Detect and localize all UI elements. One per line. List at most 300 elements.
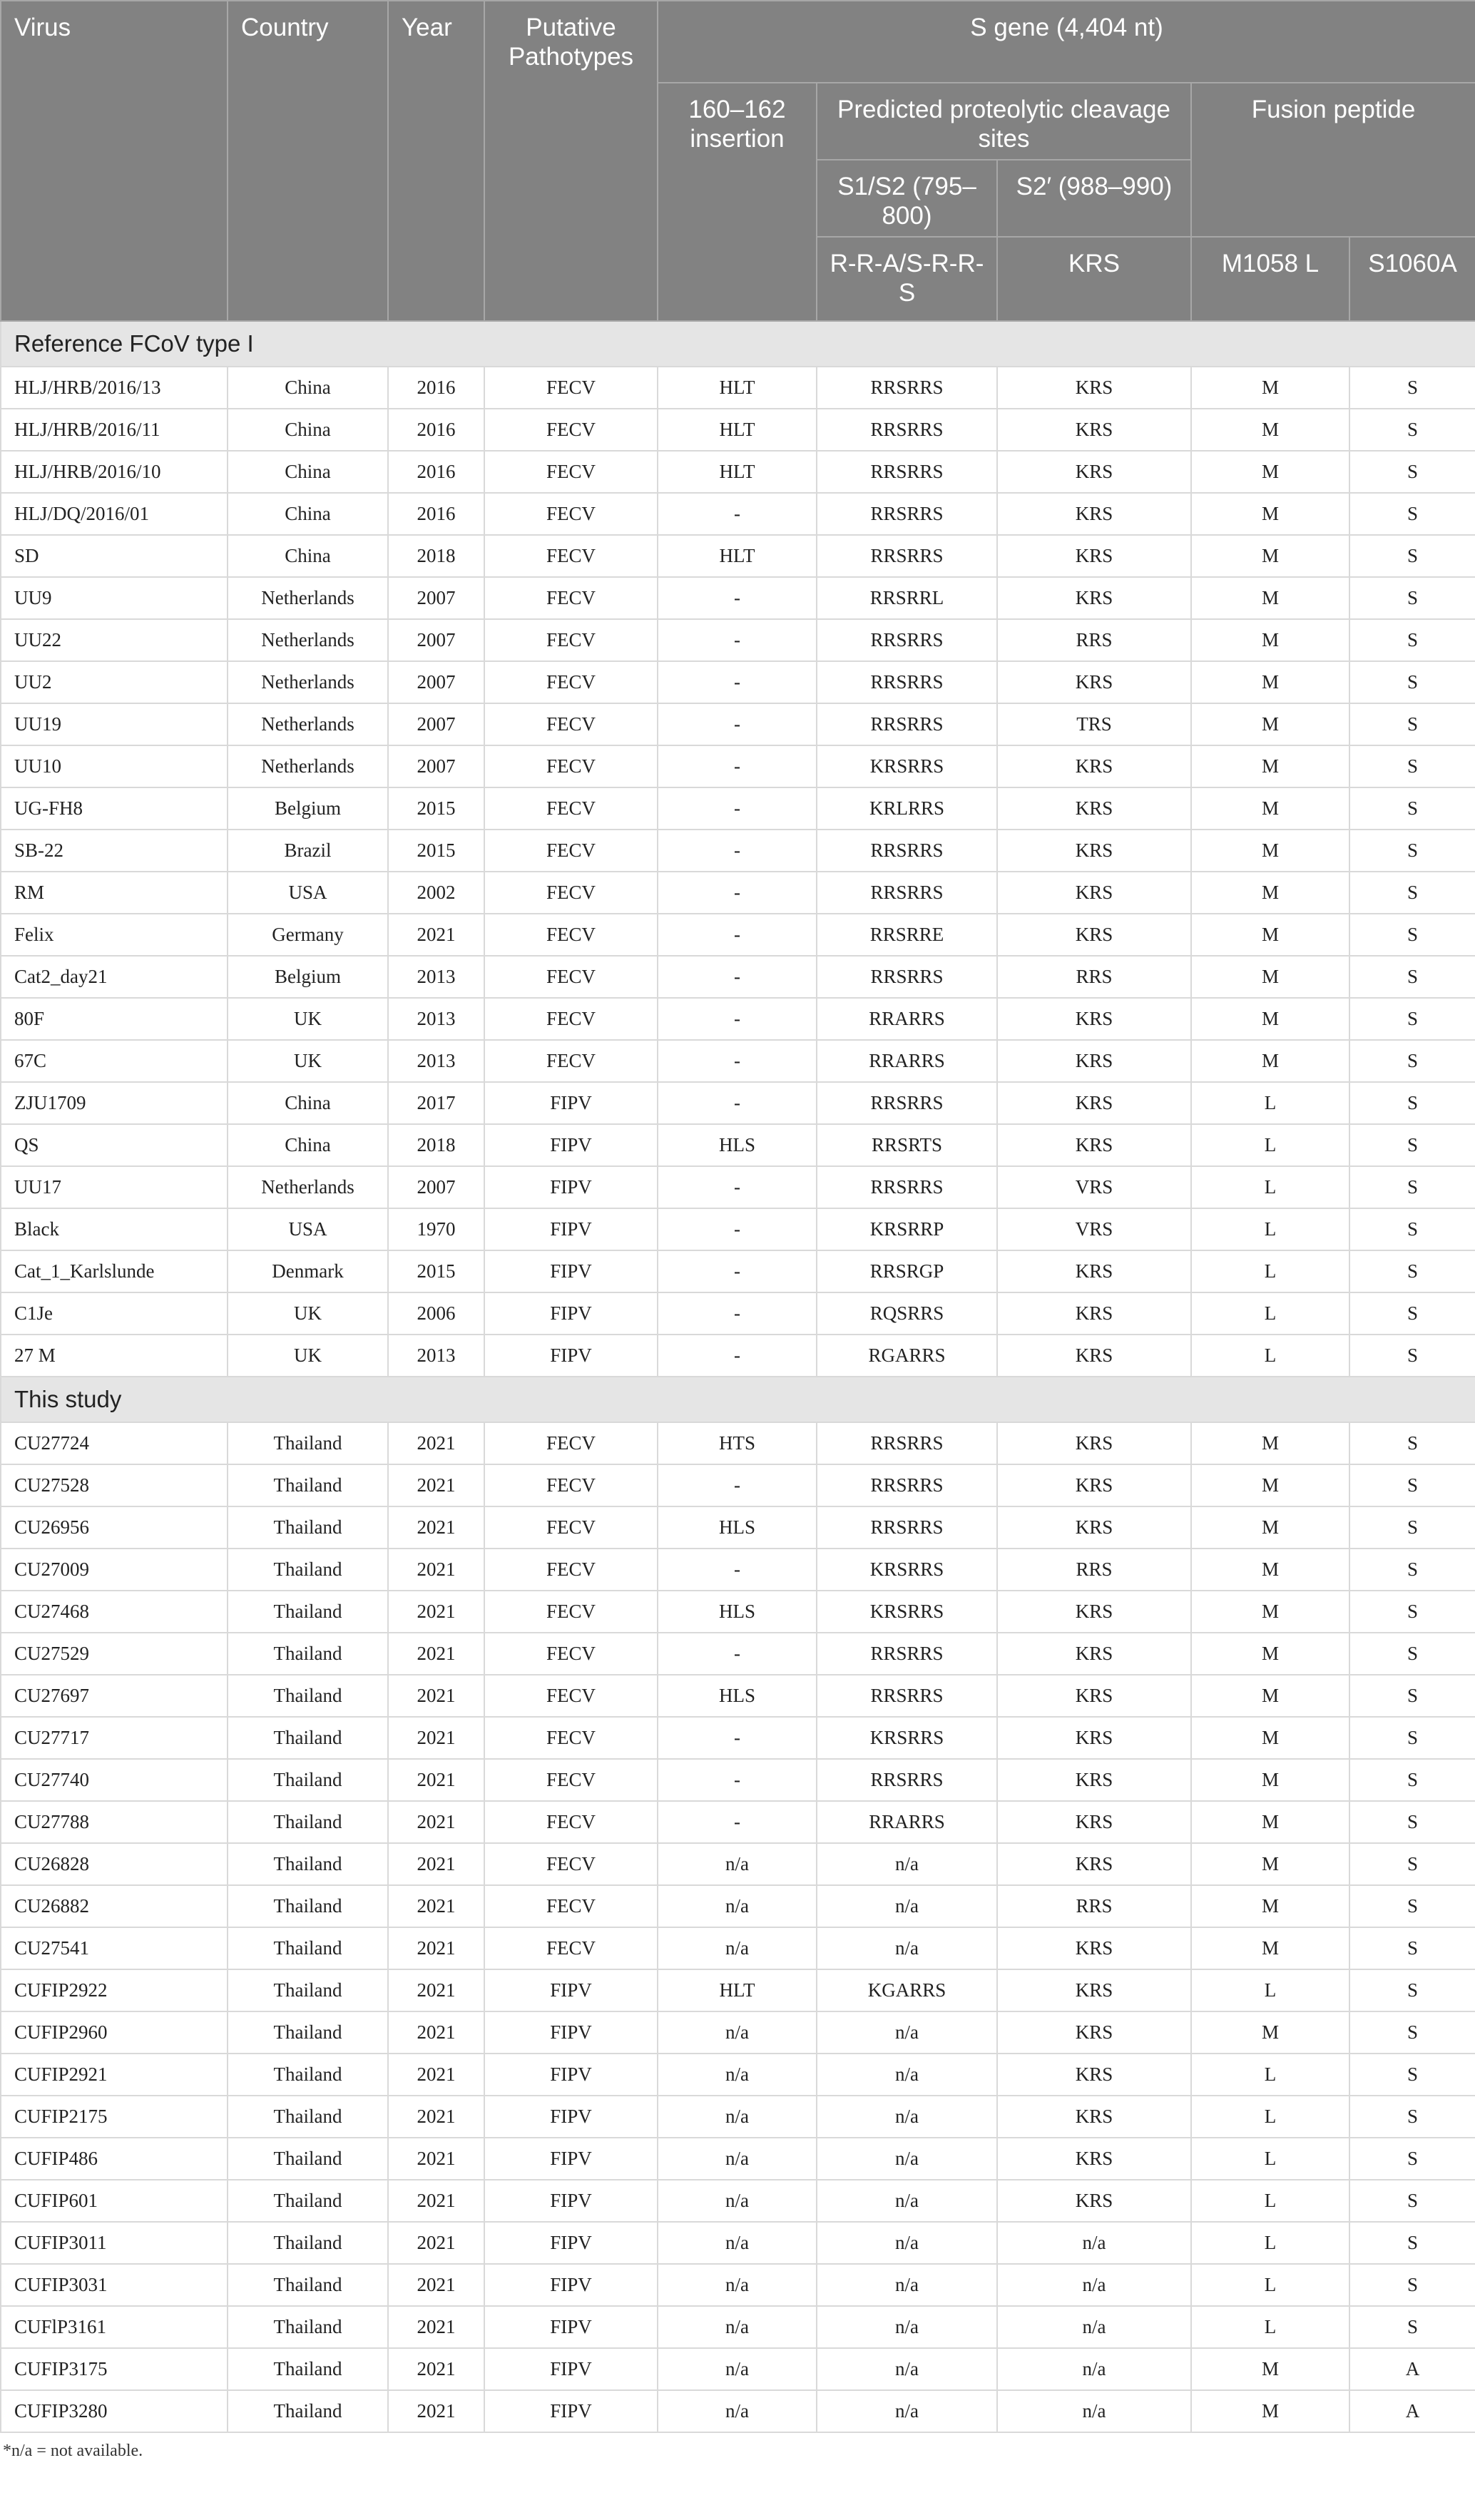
cell-m1058: L — [1191, 1335, 1349, 1377]
cell-virus: SD — [1, 535, 228, 577]
cell-virus: CU27009 — [1, 1549, 228, 1591]
cell-year: 2021 — [388, 2054, 484, 2096]
cell-s1060: S — [1349, 998, 1475, 1040]
table-row — [1, 1335, 1475, 1377]
cell-s1060: S — [1349, 1250, 1475, 1292]
cell-s1s2-site: KRSRRS — [817, 1717, 997, 1759]
cell-s1s2-site: RRSRRS — [817, 872, 997, 914]
cell-s2prime-site: KRS — [997, 787, 1191, 830]
table-row — [1, 451, 1475, 493]
cell-country: China — [228, 535, 388, 577]
cell-pathotype: FECV — [484, 451, 658, 493]
cell-virus: CUFIP486 — [1, 2138, 228, 2180]
table-header — [1, 1, 1475, 321]
cell-m1058: M — [1191, 619, 1349, 661]
cell-insertion: n/a — [658, 2306, 817, 2348]
header-s2prime-motif: KRS — [997, 237, 1191, 321]
cell-virus: CUFIP2921 — [1, 2054, 228, 2096]
cell-virus: UU22 — [1, 619, 228, 661]
cell-virus: Cat_1_Karlslunde — [1, 1250, 228, 1292]
cell-pathotype: FECV — [484, 619, 658, 661]
cell-country: Thailand — [228, 1549, 388, 1591]
cell-year: 2021 — [388, 1675, 484, 1717]
table-row — [1, 1464, 1475, 1506]
cell-s1060: S — [1349, 1208, 1475, 1250]
cell-insertion: - — [658, 787, 817, 830]
table-row — [1, 367, 1475, 409]
table-row — [1, 2096, 1475, 2138]
cell-country: Netherlands — [228, 577, 388, 619]
cell-country: Thailand — [228, 1464, 388, 1506]
cell-year: 2021 — [388, 1506, 484, 1549]
cell-s1s2-site: RRSRRS — [817, 1675, 997, 1717]
cell-insertion: - — [658, 1549, 817, 1591]
cell-country: Thailand — [228, 2054, 388, 2096]
cell-m1058: M — [1191, 367, 1349, 409]
table-row — [1, 1292, 1475, 1335]
cell-country: Thailand — [228, 1717, 388, 1759]
cell-pathotype: FIPV — [484, 1292, 658, 1335]
cell-s2prime-site: KRS — [997, 2011, 1191, 2054]
cell-year: 2021 — [388, 2138, 484, 2180]
cell-pathotype: FECV — [484, 1843, 658, 1885]
cell-s2prime-site: KRS — [997, 1633, 1191, 1675]
cell-m1058: L — [1191, 1250, 1349, 1292]
cell-s1060: S — [1349, 956, 1475, 998]
cell-s1060: S — [1349, 619, 1475, 661]
cell-insertion: HLT — [658, 451, 817, 493]
cell-country: Germany — [228, 914, 388, 956]
cell-s2prime-site: KRS — [997, 1040, 1191, 1082]
footnote: *n/a = not available. — [3, 2442, 143, 2460]
cell-year: 2021 — [388, 1717, 484, 1759]
cell-pathotype: FECV — [484, 577, 658, 619]
cell-country: USA — [228, 1208, 388, 1250]
cell-country: Thailand — [228, 1633, 388, 1675]
cell-insertion: n/a — [658, 2264, 817, 2306]
cell-s1s2-site: n/a — [817, 2390, 997, 2432]
cell-virus: UU10 — [1, 745, 228, 787]
cell-s1s2-site: RRARRS — [817, 998, 997, 1040]
cell-m1058: L — [1191, 2138, 1349, 2180]
cell-m1058: L — [1191, 1208, 1349, 1250]
cell-insertion: n/a — [658, 1885, 817, 1927]
cell-s2prime-site: KRS — [997, 1717, 1191, 1759]
cell-country: USA — [228, 872, 388, 914]
cell-year: 2021 — [388, 2264, 484, 2306]
cell-insertion: n/a — [658, 1927, 817, 1969]
cell-s2prime-site: KRS — [997, 1927, 1191, 1969]
cell-country: Thailand — [228, 2180, 388, 2222]
cell-s1s2-site: n/a — [817, 2264, 997, 2306]
cell-s1s2-site: RRSRRL — [817, 577, 997, 619]
cell-virus: CUFIP3031 — [1, 2264, 228, 2306]
cell-s2prime-site: RRS — [997, 1549, 1191, 1591]
cell-insertion: - — [658, 703, 817, 745]
cell-pathotype: FECV — [484, 1759, 658, 1801]
cell-country: Thailand — [228, 1801, 388, 1843]
cell-s1s2-site: RRSRRS — [817, 956, 997, 998]
cell-country: Thailand — [228, 2306, 388, 2348]
cell-m1058: L — [1191, 2264, 1349, 2306]
cell-s2prime-site: RRS — [997, 619, 1191, 661]
cell-pathotype: FIPV — [484, 2138, 658, 2180]
cell-s1s2-site: n/a — [817, 1843, 997, 1885]
cell-m1058: M — [1191, 1675, 1349, 1717]
cell-s2prime-site: VRS — [997, 1208, 1191, 1250]
cell-virus: CUFIP3280 — [1, 2390, 228, 2432]
cell-s1060: S — [1349, 1591, 1475, 1633]
cell-s1060: S — [1349, 2180, 1475, 2222]
cell-country: Thailand — [228, 1759, 388, 1801]
cell-virus: CU27529 — [1, 1633, 228, 1675]
cell-virus: CUFIP3011 — [1, 2222, 228, 2264]
cell-virus: CU26882 — [1, 1885, 228, 1927]
cell-insertion: n/a — [658, 2390, 817, 2432]
cell-country: Netherlands — [228, 1166, 388, 1208]
cell-m1058: M — [1191, 2348, 1349, 2390]
cell-insertion: - — [658, 1292, 817, 1335]
cell-year: 2021 — [388, 1422, 484, 1464]
cell-s2prime-site: n/a — [997, 2348, 1191, 2390]
cell-s2prime-site: KRS — [997, 745, 1191, 787]
header-s1s2: S1/S2 (795–800) — [817, 160, 997, 237]
cell-s1060: S — [1349, 367, 1475, 409]
cell-year: 2002 — [388, 872, 484, 914]
cell-virus: UU19 — [1, 703, 228, 745]
cell-virus: CU26828 — [1, 1843, 228, 1885]
cell-insertion: - — [658, 1464, 817, 1506]
table-row — [1, 1759, 1475, 1801]
cell-year: 2021 — [388, 2306, 484, 2348]
cell-m1058: M — [1191, 1506, 1349, 1549]
cell-pathotype: FECV — [484, 367, 658, 409]
cell-year: 2007 — [388, 703, 484, 745]
cell-insertion: - — [658, 1633, 817, 1675]
cell-s1s2-site: n/a — [817, 2138, 997, 2180]
cell-s1060: S — [1349, 914, 1475, 956]
cell-year: 2021 — [388, 1843, 484, 1885]
cell-year: 2007 — [388, 577, 484, 619]
cell-s1060: S — [1349, 1422, 1475, 1464]
cell-insertion: - — [658, 956, 817, 998]
table-row — [1, 1124, 1475, 1166]
cell-pathotype: FECV — [484, 535, 658, 577]
table-row — [1, 914, 1475, 956]
cell-m1058: M — [1191, 1422, 1349, 1464]
cell-virus: 67C — [1, 1040, 228, 1082]
cell-m1058: M — [1191, 830, 1349, 872]
table-row — [1, 2390, 1475, 2432]
cell-virus: C1Je — [1, 1292, 228, 1335]
cell-s1060: S — [1349, 1801, 1475, 1843]
table-row — [1, 2264, 1475, 2306]
cell-m1058: M — [1191, 1801, 1349, 1843]
table-row — [1, 619, 1475, 661]
cell-s1s2-site: RRSRRE — [817, 914, 997, 956]
cell-s2prime-site: KRS — [997, 577, 1191, 619]
cell-pathotype: FECV — [484, 1801, 658, 1843]
cell-s2prime-site: VRS — [997, 1166, 1191, 1208]
cell-year: 2016 — [388, 451, 484, 493]
cell-m1058: L — [1191, 1292, 1349, 1335]
cell-pathotype: FECV — [484, 914, 658, 956]
cell-s1060: S — [1349, 1335, 1475, 1377]
cell-country: Thailand — [228, 2222, 388, 2264]
cell-year: 2021 — [388, 2348, 484, 2390]
cell-s1s2-site: n/a — [817, 2011, 997, 2054]
cell-virus: CU27740 — [1, 1759, 228, 1801]
table-row — [1, 2054, 1475, 2096]
cell-s2prime-site: KRS — [997, 1124, 1191, 1166]
cell-year: 2015 — [388, 830, 484, 872]
header-s1060a: S1060A — [1349, 237, 1475, 321]
cell-m1058: M — [1191, 1040, 1349, 1082]
cell-s2prime-site: KRS — [997, 914, 1191, 956]
cell-insertion: HLT — [658, 367, 817, 409]
cell-pathotype: FIPV — [484, 1969, 658, 2011]
table-row — [1, 1549, 1475, 1591]
cell-virus: 80F — [1, 998, 228, 1040]
cell-country: UK — [228, 1040, 388, 1082]
cell-s1060: S — [1349, 2011, 1475, 2054]
cell-insertion: HLT — [658, 535, 817, 577]
header-s2prime: S2′ (988–990) — [997, 160, 1191, 237]
cell-country: Thailand — [228, 1506, 388, 1549]
cell-m1058: L — [1191, 2222, 1349, 2264]
cell-s1s2-site: n/a — [817, 1885, 997, 1927]
cell-m1058: L — [1191, 1124, 1349, 1166]
cell-s1s2-site: RRARRS — [817, 1040, 997, 1082]
cell-country: China — [228, 1124, 388, 1166]
cell-m1058: M — [1191, 409, 1349, 451]
cell-s1s2-site: n/a — [817, 2054, 997, 2096]
cell-s1s2-site: RRSRRS — [817, 619, 997, 661]
cell-m1058: L — [1191, 1969, 1349, 2011]
cell-m1058: M — [1191, 1717, 1349, 1759]
cell-pathotype: FECV — [484, 1040, 658, 1082]
cell-s1s2-site: RRSRRS — [817, 409, 997, 451]
cell-insertion: - — [658, 577, 817, 619]
cell-insertion: - — [658, 914, 817, 956]
cell-year: 2016 — [388, 367, 484, 409]
cell-virus: CUFIP2922 — [1, 1969, 228, 2011]
cell-s1060: S — [1349, 703, 1475, 745]
cell-country: Thailand — [228, 1422, 388, 1464]
cell-country: UK — [228, 1292, 388, 1335]
cell-s1060: S — [1349, 1885, 1475, 1927]
cell-country: China — [228, 409, 388, 451]
cell-s2prime-site: KRS — [997, 367, 1191, 409]
cell-m1058: M — [1191, 493, 1349, 535]
cell-country: Thailand — [228, 2348, 388, 2390]
cell-s2prime-site: KRS — [997, 409, 1191, 451]
cell-virus: CUFIP601 — [1, 2180, 228, 2222]
cell-s2prime-site: KRS — [997, 2138, 1191, 2180]
cell-pathotype: FECV — [484, 409, 658, 451]
cell-s1s2-site: KRSRRS — [817, 1591, 997, 1633]
table-row — [1, 409, 1475, 451]
cell-country: Thailand — [228, 2390, 388, 2432]
cell-s1s2-site: RRSRRS — [817, 535, 997, 577]
cell-year: 2017 — [388, 1082, 484, 1124]
table-row — [1, 1250, 1475, 1292]
cell-virus: CU27468 — [1, 1591, 228, 1633]
cell-insertion: - — [658, 745, 817, 787]
cell-m1058: M — [1191, 1927, 1349, 1969]
cell-s1060: S — [1349, 1506, 1475, 1549]
table-row — [1, 1040, 1475, 1082]
cell-s2prime-site: KRS — [997, 1759, 1191, 1801]
table-row — [1, 1082, 1475, 1124]
table-row — [1, 1591, 1475, 1633]
cell-year: 2007 — [388, 1166, 484, 1208]
cell-virus: CUFIP3175 — [1, 2348, 228, 2390]
cell-virus: CU27717 — [1, 1717, 228, 1759]
cell-insertion: HLS — [658, 1675, 817, 1717]
table-row — [1, 1208, 1475, 1250]
cell-s2prime-site: n/a — [997, 2222, 1191, 2264]
cell-m1058: M — [1191, 577, 1349, 619]
cell-virus: CU27724 — [1, 1422, 228, 1464]
cell-virus: SB-22 — [1, 830, 228, 872]
cell-m1058: L — [1191, 2054, 1349, 2096]
cell-s1s2-site: RRSRRS — [817, 493, 997, 535]
cell-pathotype: FECV — [484, 1506, 658, 1549]
cell-insertion: - — [658, 1250, 817, 1292]
cell-s1060: S — [1349, 1633, 1475, 1675]
cell-s2prime-site: n/a — [997, 2306, 1191, 2348]
cell-s2prime-site: KRS — [997, 1506, 1191, 1549]
cell-country: UK — [228, 998, 388, 1040]
header-year: Year — [388, 1, 484, 321]
cell-insertion: - — [658, 872, 817, 914]
cell-s1060: S — [1349, 1464, 1475, 1506]
cell-insertion: - — [658, 830, 817, 872]
cell-country: Thailand — [228, 1843, 388, 1885]
cell-pathotype: FIPV — [484, 2180, 658, 2222]
cell-year: 2021 — [388, 914, 484, 956]
cell-s1060: S — [1349, 1549, 1475, 1591]
cell-pathotype: FECV — [484, 1675, 658, 1717]
table-row — [1, 2222, 1475, 2264]
table-row — [1, 956, 1475, 998]
cell-virus: ZJU1709 — [1, 1082, 228, 1124]
cell-year: 2021 — [388, 1969, 484, 2011]
cell-s1s2-site: KRSRRP — [817, 1208, 997, 1250]
cell-year: 2021 — [388, 1759, 484, 1801]
cell-insertion: HLT — [658, 1969, 817, 2011]
cell-s1060: S — [1349, 535, 1475, 577]
cell-insertion: n/a — [658, 2138, 817, 2180]
cell-insertion: HLS — [658, 1506, 817, 1549]
cell-s1s2-site: RRARRS — [817, 1801, 997, 1843]
cell-s2prime-site: KRS — [997, 998, 1191, 1040]
cell-s1060: S — [1349, 1166, 1475, 1208]
cell-insertion: - — [658, 1082, 817, 1124]
cell-s1060: S — [1349, 787, 1475, 830]
table-row — [1, 1927, 1475, 1969]
cell-s2prime-site: n/a — [997, 2390, 1191, 2432]
cell-pathotype: FIPV — [484, 2054, 658, 2096]
cell-s1060: S — [1349, 2138, 1475, 2180]
section-header-row — [1, 321, 1475, 367]
cell-s1s2-site: RGARRS — [817, 1335, 997, 1377]
table-row — [1, 1166, 1475, 1208]
table-row — [1, 872, 1475, 914]
cell-m1058: M — [1191, 661, 1349, 703]
cell-year: 2018 — [388, 1124, 484, 1166]
cell-s1s2-site: KRSRRS — [817, 745, 997, 787]
cell-pathotype: FIPV — [484, 2306, 658, 2348]
cell-pathotype: FIPV — [484, 2348, 658, 2390]
cell-pathotype: FECV — [484, 1633, 658, 1675]
table-row — [1, 2180, 1475, 2222]
table-row — [1, 535, 1475, 577]
header-insertion: 160–162 insertion — [658, 83, 817, 321]
cell-year: 2021 — [388, 1549, 484, 1591]
cell-s2prime-site: n/a — [997, 2264, 1191, 2306]
cell-s2prime-site: KRS — [997, 1843, 1191, 1885]
cell-s1060: S — [1349, 577, 1475, 619]
cell-virus: CUFlP3161 — [1, 2306, 228, 2348]
cell-s1s2-site: RRSRRS — [817, 661, 997, 703]
cell-s1060: S — [1349, 745, 1475, 787]
table-body — [1, 321, 1475, 2432]
cell-country: China — [228, 451, 388, 493]
cell-s1060: S — [1349, 1969, 1475, 2011]
cell-s2prime-site: KRS — [997, 2054, 1191, 2096]
cell-s2prime-site: KRS — [997, 493, 1191, 535]
cell-s2prime-site: KRS — [997, 1082, 1191, 1124]
cell-s1060: A — [1349, 2348, 1475, 2390]
cell-country: Thailand — [228, 1591, 388, 1633]
cell-s1060: S — [1349, 2306, 1475, 2348]
cell-virus: QS — [1, 1124, 228, 1166]
header-fusion: Fusion peptide — [1191, 83, 1475, 237]
header-country: Country — [228, 1, 388, 321]
cell-year: 2021 — [388, 2096, 484, 2138]
cell-s2prime-site: KRS — [997, 661, 1191, 703]
cell-pathotype: FIPV — [484, 1124, 658, 1166]
cell-pathotype: FECV — [484, 956, 658, 998]
cell-insertion: - — [658, 1717, 817, 1759]
table-row — [1, 2348, 1475, 2390]
cell-s1s2-site: RRSRRS — [817, 367, 997, 409]
cell-insertion: n/a — [658, 2011, 817, 2054]
cell-pathotype: FIPV — [484, 2390, 658, 2432]
cell-s2prime-site: TRS — [997, 703, 1191, 745]
cell-s1060: S — [1349, 1124, 1475, 1166]
cell-s2prime-site: KRS — [997, 872, 1191, 914]
cell-s2prime-site: KRS — [997, 1801, 1191, 1843]
cell-insertion: n/a — [658, 1843, 817, 1885]
table-row — [1, 703, 1475, 745]
cell-m1058: M — [1191, 1591, 1349, 1633]
cell-pathotype: FECV — [484, 998, 658, 1040]
cell-year: 2021 — [388, 2222, 484, 2264]
header-pathotypes: Putative Pathotypes — [484, 1, 658, 321]
cell-pathotype: FECV — [484, 703, 658, 745]
cell-year: 2021 — [388, 1464, 484, 1506]
cell-country: Belgium — [228, 787, 388, 830]
cell-year: 2021 — [388, 1927, 484, 1969]
cell-pathotype: FECV — [484, 1549, 658, 1591]
cell-year: 2016 — [388, 409, 484, 451]
cell-s1060: S — [1349, 2054, 1475, 2096]
table-row — [1, 1801, 1475, 1843]
cell-country: Netherlands — [228, 661, 388, 703]
